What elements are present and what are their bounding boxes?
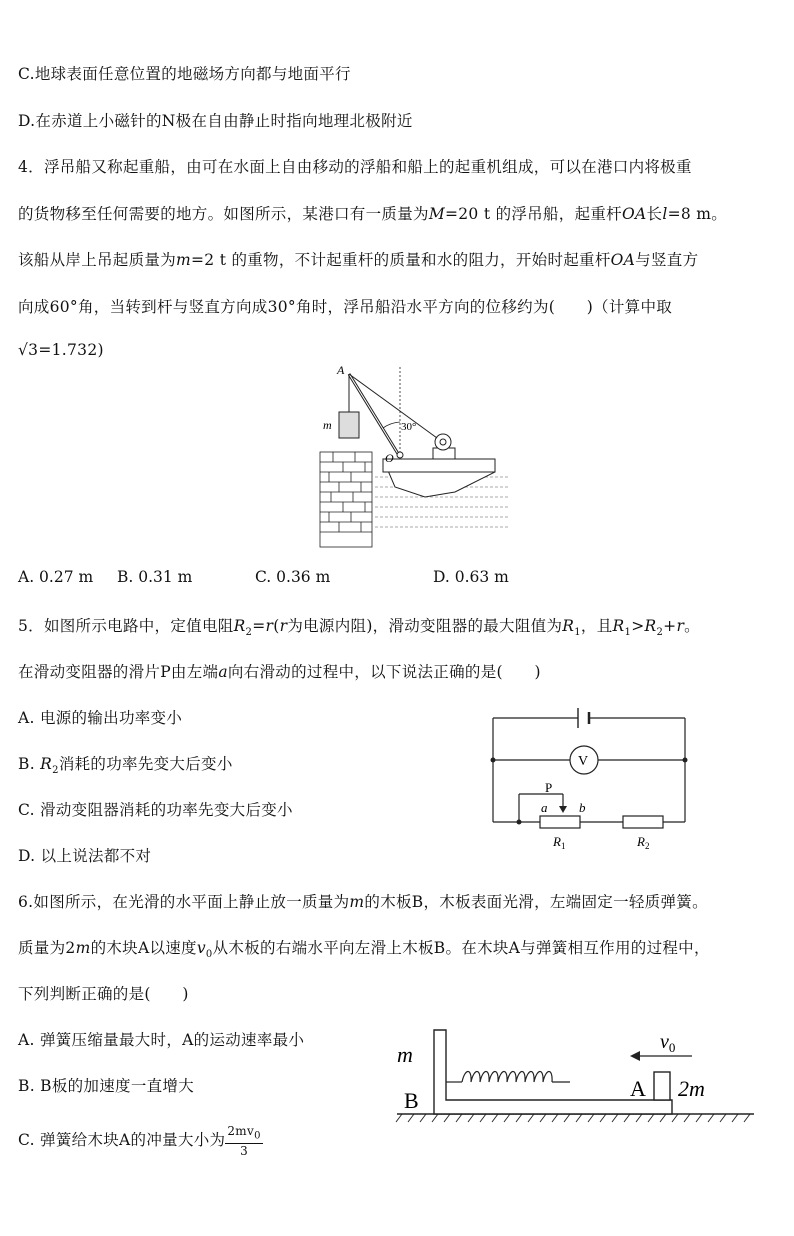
ground-hatch bbox=[396, 1114, 750, 1122]
end-label-a: a bbox=[541, 800, 548, 815]
pivot-o bbox=[397, 452, 403, 458]
q6-option-a: A. 弹簧压缩量最大时，A的运动速率最小 bbox=[18, 1031, 305, 1049]
ship-deck bbox=[383, 459, 495, 472]
q5-line1: 5．如图所示电路中，定值电阻$R_2=r(r$为电源内阻)，滑动变阻器的最大阻值为$R_1$，且$R_1>R_2+r$。 bbox=[18, 617, 700, 639]
velocity-arrow bbox=[630, 1051, 640, 1061]
q5-option-a: A. 电源的输出功率变小 bbox=[18, 709, 183, 727]
q4-option-b: B. 0.31 m bbox=[117, 568, 193, 586]
label-angle: 30° bbox=[401, 421, 417, 433]
q4-line2: 的货物移至任何需要的地方。如图所示，某港口有一质量为M=20 t 的浮吊船，起重杆OA长l=8 m。 bbox=[18, 205, 728, 223]
q5-line2: 在滑动变阻器的滑片P由左端a向右滑动的过程中，以下说法正确的是( ) bbox=[18, 663, 541, 681]
label-m: m bbox=[397, 1042, 413, 1067]
q4-option-d: D. 0.63 m bbox=[433, 568, 509, 586]
r1-label: $R_1$ bbox=[553, 834, 566, 851]
resistor-r2 bbox=[623, 816, 663, 828]
q4-line5: √3=1.732) bbox=[18, 341, 104, 359]
slider-arrow bbox=[559, 806, 567, 813]
mass-block bbox=[339, 412, 359, 438]
spring-board-figure bbox=[392, 1022, 772, 1127]
dock bbox=[320, 452, 372, 547]
r2-label: $R_2$ bbox=[637, 834, 650, 851]
slider-label-p: P bbox=[545, 780, 553, 795]
label-a: A bbox=[630, 1076, 646, 1101]
label-v0: $v_0$ bbox=[660, 1031, 676, 1055]
q6-line2: 质量为2m的木块A以速度$v_0$从木板的右端水平向左滑上木板B。在木块A与弹簧相互作用的过程中， bbox=[18, 939, 710, 961]
label-2m: 2m bbox=[678, 1076, 705, 1101]
q6-option-b: B. B板的加速度一直增大 bbox=[18, 1077, 195, 1095]
block-a bbox=[654, 1072, 670, 1100]
label-b: B bbox=[404, 1088, 419, 1113]
crane-ship-figure bbox=[315, 362, 515, 552]
q5-option-b: B. $R_2$消耗的功率先变大后变小 bbox=[18, 755, 233, 777]
end-label-b: b bbox=[579, 800, 586, 815]
q3-option-c: C.地球表面任意位置的地磁场方向都与地面平行 bbox=[18, 65, 351, 83]
voltmeter-label: V bbox=[578, 754, 589, 769]
q5-option-d: D. 以上说法都不对 bbox=[18, 847, 152, 865]
label-m: m bbox=[323, 418, 332, 432]
q4-option-c: C. 0.36 m bbox=[255, 568, 331, 586]
q5-option-c: C. 滑动变阻器消耗的功率先变大后变小 bbox=[18, 801, 293, 819]
q3-option-d: D.在赤道上小磁针的N极在自由静止时指向地理北极附近 bbox=[18, 112, 413, 130]
label-a: A bbox=[337, 363, 345, 377]
q4-line1: 4．浮吊船又称起重船，由可在水面上自由移动的浮船和船上的起重机组成，可以在港口内将极重 bbox=[18, 158, 692, 176]
label-o: O bbox=[385, 451, 394, 465]
resistor-r1 bbox=[540, 816, 580, 828]
q6-option-c: C. 弹簧给木块A的冲量大小为 $\frac{2mv_0}{3}$ bbox=[18, 1124, 261, 1159]
q4-line4: 向成60°角，当转到杆与竖直方向成30°角时，浮吊船沿水平方向的位移约为( )（计算中取 bbox=[18, 298, 673, 316]
q6-line1: 6.如图所示，在光滑的水平面上静止放一质量为m的木板B，木板表面光滑，左端固定一轻质弹簧。 bbox=[18, 893, 708, 911]
cable bbox=[349, 374, 437, 438]
q6-line3: 下列判断正确的是( ) bbox=[18, 985, 189, 1003]
q4-line3: 该船从岸上吊起质量为m=2 t 的重物，不计起重杆的质量和水的阻力，开始时起重杆OA与竖直方 bbox=[18, 251, 699, 269]
q4-option-a: A. 0.27 m bbox=[18, 568, 94, 586]
circuit-figure bbox=[485, 700, 695, 858]
spring bbox=[462, 1072, 552, 1083]
impulse-fraction: $\frac{2mv_0}{3}$ bbox=[227, 1124, 261, 1159]
